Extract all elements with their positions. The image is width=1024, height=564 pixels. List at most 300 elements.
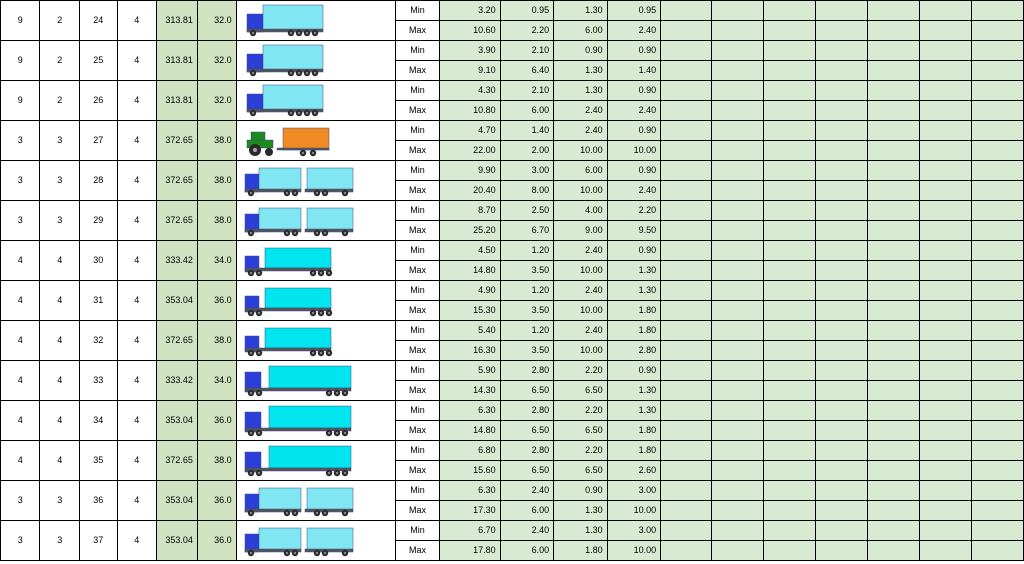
empty-cell[interactable] <box>712 121 764 141</box>
cell-c6[interactable]: 32.0 <box>197 81 236 121</box>
empty-cell[interactable] <box>712 1 764 21</box>
value-cell[interactable]: 2.40 <box>554 281 608 301</box>
empty-cell[interactable] <box>971 381 1023 401</box>
cell-c3[interactable]: 31 <box>79 281 117 321</box>
cell-c5[interactable]: 313.81 <box>157 41 198 81</box>
cell-c6[interactable]: 38.0 <box>197 121 236 161</box>
empty-cell[interactable] <box>867 341 919 361</box>
value-cell[interactable]: 6.30 <box>440 481 500 501</box>
cell-c2[interactable]: 3 <box>40 121 79 161</box>
empty-cell[interactable] <box>867 281 919 301</box>
empty-cell[interactable] <box>816 241 867 261</box>
cell-c5[interactable]: 353.04 <box>157 401 198 441</box>
empty-cell[interactable] <box>712 41 764 61</box>
value-cell[interactable]: 1.30 <box>554 81 608 101</box>
empty-cell[interactable] <box>816 281 867 301</box>
empty-cell[interactable] <box>816 261 867 281</box>
empty-cell[interactable] <box>919 441 971 461</box>
value-cell[interactable]: 6.50 <box>554 421 608 441</box>
cell-c4[interactable]: 4 <box>117 321 156 361</box>
value-cell[interactable]: 9.50 <box>607 221 661 241</box>
empty-cell[interactable] <box>661 401 712 421</box>
cell-c4[interactable]: 4 <box>117 361 156 401</box>
empty-cell[interactable] <box>971 241 1023 261</box>
empty-cell[interactable] <box>867 201 919 221</box>
cell-c3[interactable]: 34 <box>79 401 117 441</box>
empty-cell[interactable] <box>712 381 764 401</box>
range-label[interactable]: Max <box>395 21 440 41</box>
range-label[interactable]: Min <box>395 481 440 501</box>
value-cell[interactable]: 0.90 <box>607 241 661 261</box>
empty-cell[interactable] <box>712 361 764 381</box>
cell-c2[interactable]: 4 <box>40 281 79 321</box>
empty-cell[interactable] <box>661 201 712 221</box>
empty-cell[interactable] <box>867 441 919 461</box>
empty-cell[interactable] <box>971 141 1023 161</box>
range-label[interactable]: Max <box>395 541 440 561</box>
empty-cell[interactable] <box>971 101 1023 121</box>
cell-c2[interactable]: 3 <box>40 161 79 201</box>
cell-c4[interactable]: 4 <box>117 441 156 481</box>
cell-c1[interactable]: 3 <box>1 121 40 161</box>
empty-cell[interactable] <box>919 141 971 161</box>
empty-cell[interactable] <box>816 481 867 501</box>
value-cell[interactable]: 15.60 <box>440 461 500 481</box>
value-cell[interactable]: 0.90 <box>607 81 661 101</box>
empty-cell[interactable] <box>764 201 816 221</box>
value-cell[interactable]: 3.50 <box>500 261 553 281</box>
range-label[interactable]: Max <box>395 101 440 121</box>
value-cell[interactable]: 9.90 <box>440 161 500 181</box>
empty-cell[interactable] <box>764 1 816 21</box>
cell-c3[interactable]: 28 <box>79 161 117 201</box>
empty-cell[interactable] <box>661 81 712 101</box>
cell-c6[interactable]: 38.0 <box>197 441 236 481</box>
value-cell[interactable]: 6.00 <box>500 101 553 121</box>
value-cell[interactable]: 6.80 <box>440 441 500 461</box>
value-cell[interactable]: 0.90 <box>554 41 608 61</box>
value-cell[interactable]: 3.90 <box>440 41 500 61</box>
empty-cell[interactable] <box>764 541 816 561</box>
empty-cell[interactable] <box>867 101 919 121</box>
empty-cell[interactable] <box>712 161 764 181</box>
empty-cell[interactable] <box>971 301 1023 321</box>
empty-cell[interactable] <box>971 541 1023 561</box>
empty-cell[interactable] <box>764 441 816 461</box>
empty-cell[interactable] <box>712 21 764 41</box>
empty-cell[interactable] <box>816 201 867 221</box>
value-cell[interactable]: 3.00 <box>607 521 661 541</box>
value-cell[interactable]: 0.90 <box>554 481 608 501</box>
empty-cell[interactable] <box>919 181 971 201</box>
empty-cell[interactable] <box>764 421 816 441</box>
range-label[interactable]: Max <box>395 341 440 361</box>
cell-c5[interactable]: 333.42 <box>157 361 198 401</box>
empty-cell[interactable] <box>867 241 919 261</box>
empty-cell[interactable] <box>816 441 867 461</box>
value-cell[interactable]: 10.00 <box>607 501 661 521</box>
empty-cell[interactable] <box>712 461 764 481</box>
value-cell[interactable]: 6.70 <box>500 221 553 241</box>
value-cell[interactable]: 2.40 <box>500 521 553 541</box>
value-cell[interactable]: 2.40 <box>607 181 661 201</box>
empty-cell[interactable] <box>712 401 764 421</box>
cell-c5[interactable]: 353.04 <box>157 281 198 321</box>
value-cell[interactable]: 2.40 <box>554 321 608 341</box>
value-cell[interactable]: 2.20 <box>607 201 661 221</box>
empty-cell[interactable] <box>971 81 1023 101</box>
empty-cell[interactable] <box>971 481 1023 501</box>
value-cell[interactable]: 10.00 <box>607 141 661 161</box>
value-cell[interactable]: 2.40 <box>554 121 608 141</box>
empty-cell[interactable] <box>971 121 1023 141</box>
empty-cell[interactable] <box>867 181 919 201</box>
empty-cell[interactable] <box>919 61 971 81</box>
empty-cell[interactable] <box>867 381 919 401</box>
empty-cell[interactable] <box>712 101 764 121</box>
value-cell[interactable]: 1.80 <box>607 441 661 461</box>
empty-cell[interactable] <box>764 381 816 401</box>
empty-cell[interactable] <box>816 21 867 41</box>
value-cell[interactable]: 6.50 <box>500 461 553 481</box>
value-cell[interactable]: 1.80 <box>607 421 661 441</box>
empty-cell[interactable] <box>764 241 816 261</box>
empty-cell[interactable] <box>867 61 919 81</box>
empty-cell[interactable] <box>919 401 971 421</box>
empty-cell[interactable] <box>816 421 867 441</box>
empty-cell[interactable] <box>661 41 712 61</box>
value-cell[interactable]: 8.00 <box>500 181 553 201</box>
value-cell[interactable]: 10.00 <box>554 341 608 361</box>
empty-cell[interactable] <box>764 521 816 541</box>
empty-cell[interactable] <box>661 481 712 501</box>
empty-cell[interactable] <box>816 121 867 141</box>
value-cell[interactable]: 10.60 <box>440 21 500 41</box>
cell-c4[interactable]: 4 <box>117 161 156 201</box>
cell-c1[interactable]: 3 <box>1 521 40 561</box>
value-cell[interactable]: 3.20 <box>440 1 500 21</box>
empty-cell[interactable] <box>816 521 867 541</box>
empty-cell[interactable] <box>816 221 867 241</box>
value-cell[interactable]: 1.80 <box>607 301 661 321</box>
cell-c4[interactable]: 4 <box>117 401 156 441</box>
cell-c5[interactable]: 372.65 <box>157 161 198 201</box>
range-label[interactable]: Min <box>395 401 440 421</box>
value-cell[interactable]: 10.00 <box>554 181 608 201</box>
empty-cell[interactable] <box>971 281 1023 301</box>
empty-cell[interactable] <box>712 181 764 201</box>
empty-cell[interactable] <box>661 221 712 241</box>
value-cell[interactable]: 2.10 <box>500 41 553 61</box>
empty-cell[interactable] <box>661 381 712 401</box>
cell-c4[interactable]: 4 <box>117 201 156 241</box>
range-label[interactable]: Max <box>395 261 440 281</box>
empty-cell[interactable] <box>919 41 971 61</box>
empty-cell[interactable] <box>712 321 764 341</box>
cell-c3[interactable]: 24 <box>79 1 117 41</box>
value-cell[interactable]: 6.40 <box>500 61 553 81</box>
value-cell[interactable]: 1.40 <box>500 121 553 141</box>
cell-c2[interactable]: 4 <box>40 401 79 441</box>
cell-c5[interactable]: 333.42 <box>157 241 198 281</box>
empty-cell[interactable] <box>816 461 867 481</box>
value-cell[interactable]: 0.90 <box>607 161 661 181</box>
empty-cell[interactable] <box>661 421 712 441</box>
empty-cell[interactable] <box>816 501 867 521</box>
cell-c5[interactable]: 372.65 <box>157 201 198 241</box>
cell-c2[interactable]: 2 <box>40 1 79 41</box>
empty-cell[interactable] <box>661 541 712 561</box>
cell-c1[interactable]: 9 <box>1 81 40 121</box>
cell-c6[interactable]: 36.0 <box>197 401 236 441</box>
empty-cell[interactable] <box>867 361 919 381</box>
empty-cell[interactable] <box>764 361 816 381</box>
range-label[interactable]: Min <box>395 441 440 461</box>
cell-c3[interactable]: 35 <box>79 441 117 481</box>
cell-c6[interactable]: 38.0 <box>197 321 236 361</box>
cell-c1[interactable]: 3 <box>1 481 40 521</box>
empty-cell[interactable] <box>764 121 816 141</box>
value-cell[interactable]: 3.00 <box>500 161 553 181</box>
empty-cell[interactable] <box>867 121 919 141</box>
range-label[interactable]: Min <box>395 161 440 181</box>
empty-cell[interactable] <box>661 241 712 261</box>
range-label[interactable]: Min <box>395 41 440 61</box>
value-cell[interactable]: 1.20 <box>500 281 553 301</box>
range-label[interactable]: Max <box>395 381 440 401</box>
empty-cell[interactable] <box>712 61 764 81</box>
range-label[interactable]: Max <box>395 181 440 201</box>
value-cell[interactable]: 0.95 <box>500 1 553 21</box>
cell-c6[interactable]: 38.0 <box>197 201 236 241</box>
value-cell[interactable]: 3.50 <box>500 301 553 321</box>
value-cell[interactable]: 2.80 <box>500 401 553 421</box>
empty-cell[interactable] <box>919 301 971 321</box>
empty-cell[interactable] <box>712 301 764 321</box>
range-label[interactable]: Max <box>395 141 440 161</box>
empty-cell[interactable] <box>661 281 712 301</box>
value-cell[interactable]: 22.00 <box>440 141 500 161</box>
cell-c2[interactable]: 4 <box>40 321 79 361</box>
cell-c4[interactable]: 4 <box>117 521 156 561</box>
value-cell[interactable]: 2.00 <box>500 141 553 161</box>
empty-cell[interactable] <box>971 461 1023 481</box>
value-cell[interactable]: 3.00 <box>607 481 661 501</box>
value-cell[interactable]: 9.10 <box>440 61 500 81</box>
empty-cell[interactable] <box>971 1 1023 21</box>
empty-cell[interactable] <box>816 541 867 561</box>
empty-cell[interactable] <box>816 361 867 381</box>
cell-c2[interactable]: 3 <box>40 201 79 241</box>
empty-cell[interactable] <box>867 41 919 61</box>
empty-cell[interactable] <box>919 461 971 481</box>
value-cell[interactable]: 1.30 <box>554 61 608 81</box>
value-cell[interactable]: 0.90 <box>607 361 661 381</box>
cell-c2[interactable]: 4 <box>40 441 79 481</box>
empty-cell[interactable] <box>867 221 919 241</box>
value-cell[interactable]: 1.30 <box>554 1 608 21</box>
value-cell[interactable]: 3.50 <box>500 341 553 361</box>
empty-cell[interactable] <box>816 161 867 181</box>
range-label[interactable]: Min <box>395 521 440 541</box>
value-cell[interactable]: 1.30 <box>607 261 661 281</box>
empty-cell[interactable] <box>661 61 712 81</box>
cell-c4[interactable]: 4 <box>117 481 156 521</box>
cell-c3[interactable]: 25 <box>79 41 117 81</box>
empty-cell[interactable] <box>971 321 1023 341</box>
value-cell[interactable]: 14.30 <box>440 381 500 401</box>
value-cell[interactable]: 1.30 <box>554 501 608 521</box>
empty-cell[interactable] <box>661 521 712 541</box>
value-cell[interactable]: 1.80 <box>554 541 608 561</box>
value-cell[interactable]: 9.00 <box>554 221 608 241</box>
cell-c2[interactable]: 2 <box>40 41 79 81</box>
empty-cell[interactable] <box>816 41 867 61</box>
cell-c1[interactable]: 4 <box>1 361 40 401</box>
range-label[interactable]: Max <box>395 501 440 521</box>
value-cell[interactable]: 14.80 <box>440 261 500 281</box>
empty-cell[interactable] <box>919 361 971 381</box>
empty-cell[interactable] <box>764 21 816 41</box>
empty-cell[interactable] <box>919 341 971 361</box>
cell-c2[interactable]: 3 <box>40 481 79 521</box>
empty-cell[interactable] <box>867 421 919 441</box>
empty-cell[interactable] <box>712 481 764 501</box>
cell-c3[interactable]: 26 <box>79 81 117 121</box>
value-cell[interactable]: 10.00 <box>554 301 608 321</box>
empty-cell[interactable] <box>867 81 919 101</box>
empty-cell[interactable] <box>919 1 971 21</box>
value-cell[interactable]: 2.80 <box>500 441 553 461</box>
range-label[interactable]: Max <box>395 221 440 241</box>
empty-cell[interactable] <box>971 341 1023 361</box>
empty-cell[interactable] <box>816 1 867 21</box>
value-cell[interactable]: 6.50 <box>554 381 608 401</box>
value-cell[interactable]: 6.00 <box>500 541 553 561</box>
empty-cell[interactable] <box>764 161 816 181</box>
empty-cell[interactable] <box>712 281 764 301</box>
cell-c1[interactable]: 4 <box>1 281 40 321</box>
empty-cell[interactable] <box>867 301 919 321</box>
empty-cell[interactable] <box>712 541 764 561</box>
value-cell[interactable]: 6.00 <box>554 161 608 181</box>
empty-cell[interactable] <box>764 81 816 101</box>
empty-cell[interactable] <box>867 261 919 281</box>
range-label[interactable]: Min <box>395 201 440 221</box>
range-label[interactable]: Max <box>395 301 440 321</box>
empty-cell[interactable] <box>919 281 971 301</box>
value-cell[interactable]: 4.00 <box>554 201 608 221</box>
value-cell[interactable]: 10.00 <box>554 141 608 161</box>
value-cell[interactable]: 4.90 <box>440 281 500 301</box>
empty-cell[interactable] <box>712 501 764 521</box>
value-cell[interactable]: 1.30 <box>607 401 661 421</box>
empty-cell[interactable] <box>764 461 816 481</box>
cell-c3[interactable]: 33 <box>79 361 117 401</box>
empty-cell[interactable] <box>661 121 712 141</box>
cell-c2[interactable]: 3 <box>40 521 79 561</box>
range-label[interactable]: Max <box>395 61 440 81</box>
value-cell[interactable]: 20.40 <box>440 181 500 201</box>
value-cell[interactable]: 6.70 <box>440 521 500 541</box>
cell-c6[interactable]: 36.0 <box>197 521 236 561</box>
empty-cell[interactable] <box>661 261 712 281</box>
value-cell[interactable]: 14.80 <box>440 421 500 441</box>
empty-cell[interactable] <box>867 161 919 181</box>
empty-cell[interactable] <box>867 141 919 161</box>
cell-c1[interactable]: 4 <box>1 321 40 361</box>
value-cell[interactable]: 16.30 <box>440 341 500 361</box>
value-cell[interactable]: 15.30 <box>440 301 500 321</box>
value-cell[interactable]: 6.00 <box>500 501 553 521</box>
empty-cell[interactable] <box>764 101 816 121</box>
value-cell[interactable]: 17.80 <box>440 541 500 561</box>
empty-cell[interactable] <box>971 521 1023 541</box>
empty-cell[interactable] <box>971 441 1023 461</box>
value-cell[interactable]: 4.30 <box>440 81 500 101</box>
empty-cell[interactable] <box>661 181 712 201</box>
empty-cell[interactable] <box>712 261 764 281</box>
value-cell[interactable]: 2.20 <box>554 361 608 381</box>
cell-c4[interactable]: 4 <box>117 81 156 121</box>
range-label[interactable]: Min <box>395 281 440 301</box>
value-cell[interactable]: 1.30 <box>607 281 661 301</box>
value-cell[interactable]: 6.50 <box>500 421 553 441</box>
value-cell[interactable]: 0.95 <box>607 1 661 21</box>
empty-cell[interactable] <box>661 101 712 121</box>
value-cell[interactable]: 2.10 <box>500 81 553 101</box>
empty-cell[interactable] <box>764 321 816 341</box>
empty-cell[interactable] <box>971 421 1023 441</box>
value-cell[interactable]: 5.40 <box>440 321 500 341</box>
empty-cell[interactable] <box>764 501 816 521</box>
value-cell[interactable]: 4.70 <box>440 121 500 141</box>
cell-c6[interactable]: 38.0 <box>197 161 236 201</box>
empty-cell[interactable] <box>816 181 867 201</box>
range-label[interactable]: Min <box>395 321 440 341</box>
value-cell[interactable]: 17.30 <box>440 501 500 521</box>
empty-cell[interactable] <box>764 281 816 301</box>
value-cell[interactable]: 6.00 <box>554 21 608 41</box>
value-cell[interactable]: 2.40 <box>554 241 608 261</box>
cell-c4[interactable]: 4 <box>117 41 156 81</box>
cell-c3[interactable]: 27 <box>79 121 117 161</box>
value-cell[interactable]: 1.80 <box>607 321 661 341</box>
empty-cell[interactable] <box>661 501 712 521</box>
empty-cell[interactable] <box>764 341 816 361</box>
value-cell[interactable]: 6.50 <box>554 461 608 481</box>
empty-cell[interactable] <box>971 181 1023 201</box>
empty-cell[interactable] <box>919 81 971 101</box>
empty-cell[interactable] <box>764 301 816 321</box>
value-cell[interactable]: 1.20 <box>500 241 553 261</box>
cell-c5[interactable]: 372.65 <box>157 121 198 161</box>
cell-c6[interactable]: 34.0 <box>197 361 236 401</box>
empty-cell[interactable] <box>712 241 764 261</box>
cell-c1[interactable]: 3 <box>1 201 40 241</box>
empty-cell[interactable] <box>816 301 867 321</box>
empty-cell[interactable] <box>919 221 971 241</box>
empty-cell[interactable] <box>816 141 867 161</box>
range-label[interactable]: Min <box>395 361 440 381</box>
value-cell[interactable]: 6.50 <box>500 381 553 401</box>
empty-cell[interactable] <box>971 401 1023 421</box>
empty-cell[interactable] <box>971 261 1023 281</box>
empty-cell[interactable] <box>971 361 1023 381</box>
empty-cell[interactable] <box>971 41 1023 61</box>
cell-c2[interactable]: 4 <box>40 241 79 281</box>
empty-cell[interactable] <box>661 441 712 461</box>
